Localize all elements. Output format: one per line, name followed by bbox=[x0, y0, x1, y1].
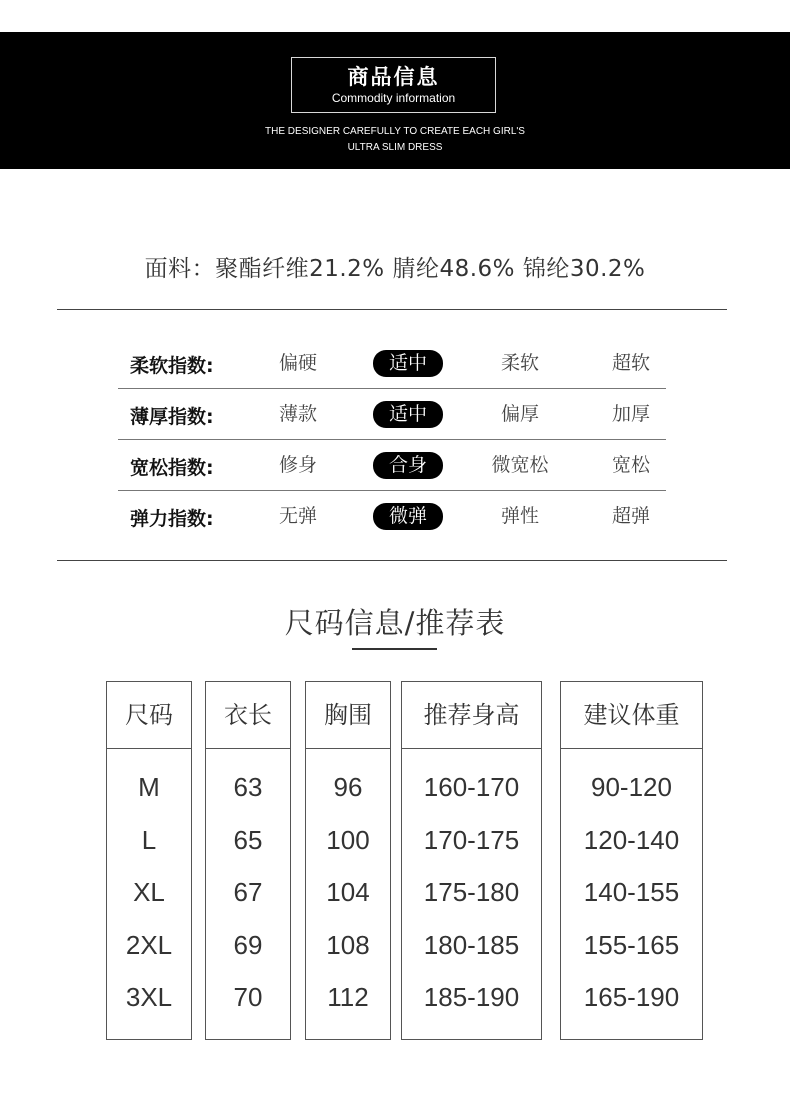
banner-title-box bbox=[291, 57, 496, 113]
banner-tagline-line-2: ULTRA SLIM DRESS bbox=[347, 142, 443, 153]
index-row-label: 宽松指数: bbox=[130, 457, 214, 479]
size-value: 69 bbox=[233, 929, 263, 960]
index-row-label: 柔软指数: bbox=[130, 355, 214, 377]
index-option-selected: 适中 bbox=[373, 401, 443, 428]
index-option: 柔软 bbox=[500, 352, 539, 374]
column-header: 衣长 bbox=[206, 682, 290, 749]
size-value: 185-190 bbox=[423, 982, 520, 1012]
banner-tagline-line-1: THE DESIGNER CAREFULLY TO CREATE EACH GIRL'S bbox=[265, 126, 525, 137]
size-value: 3XL bbox=[125, 982, 173, 1012]
size-value: M bbox=[138, 772, 160, 802]
banner-subtitle: Commodity information bbox=[331, 91, 456, 105]
size-title-underline bbox=[352, 648, 437, 650]
size-value: 96 bbox=[333, 772, 363, 802]
size-value: 100 bbox=[326, 824, 370, 855]
size-value: 165-190 bbox=[583, 982, 680, 1012]
size-value: 160-170 bbox=[423, 772, 520, 802]
size-value: 108 bbox=[326, 929, 370, 960]
size-value: 67 bbox=[233, 877, 263, 907]
size-column-weight bbox=[560, 681, 703, 1040]
size-value: 63 bbox=[233, 772, 263, 802]
index-option: 偏厚 bbox=[500, 403, 539, 425]
index-option-selected: 适中 bbox=[373, 350, 443, 377]
index-option: 超软 bbox=[611, 352, 650, 374]
index-row-label: 薄厚指数: bbox=[130, 406, 214, 428]
size-value: 140-155 bbox=[583, 877, 680, 907]
index-option: 薄款 bbox=[278, 403, 317, 425]
index-option-selected: 合身 bbox=[373, 452, 443, 479]
size-column-length bbox=[205, 681, 291, 1040]
index-option: 超弹 bbox=[611, 505, 650, 527]
size-column-chest bbox=[305, 681, 391, 1040]
index-row bbox=[118, 389, 666, 440]
size-column-size bbox=[106, 681, 192, 1040]
size-value: 90-120 bbox=[591, 772, 672, 802]
header-banner bbox=[0, 32, 790, 169]
banner-title: 商品信息 bbox=[347, 65, 440, 89]
size-value: 180-185 bbox=[423, 929, 520, 960]
index-option: 修身 bbox=[278, 454, 317, 476]
index-option: 微宽松 bbox=[491, 454, 549, 476]
size-value: 65 bbox=[233, 824, 263, 855]
column-header: 尺码 bbox=[107, 682, 191, 749]
index-option: 加厚 bbox=[611, 403, 650, 425]
size-value: 120-140 bbox=[583, 824, 680, 855]
index-row bbox=[118, 491, 666, 541]
size-value: 175-180 bbox=[423, 877, 520, 907]
column-header: 推荐身高 bbox=[402, 682, 541, 749]
column-header: 建议体重 bbox=[561, 682, 702, 749]
divider-top bbox=[57, 309, 727, 310]
index-option: 宽松 bbox=[611, 454, 650, 476]
index-option: 偏硬 bbox=[278, 352, 317, 374]
size-value: XL bbox=[133, 877, 165, 907]
divider-bottom bbox=[57, 560, 727, 561]
fabric-composition: 面料：聚酯纤维21.2% 腈纶48.6% 锦纶30.2% bbox=[144, 256, 646, 282]
index-row bbox=[118, 440, 666, 491]
column-header: 胸围 bbox=[306, 682, 390, 749]
index-option: 弹性 bbox=[500, 505, 539, 527]
size-value: L bbox=[141, 824, 157, 855]
size-value: 104 bbox=[326, 877, 370, 907]
size-value: 70 bbox=[233, 982, 263, 1012]
index-option-selected: 微弹 bbox=[373, 503, 443, 530]
index-row bbox=[118, 338, 666, 389]
size-value: 170-175 bbox=[423, 824, 520, 855]
size-value: 2XL bbox=[125, 929, 173, 960]
size-value: 112 bbox=[327, 982, 369, 1012]
index-option: 无弹 bbox=[278, 505, 317, 527]
size-value: 155-165 bbox=[583, 929, 680, 960]
index-row-label: 弹力指数: bbox=[130, 508, 214, 530]
size-column-height bbox=[401, 681, 542, 1040]
size-section-title: 尺码信息/推荐表 bbox=[284, 606, 506, 640]
